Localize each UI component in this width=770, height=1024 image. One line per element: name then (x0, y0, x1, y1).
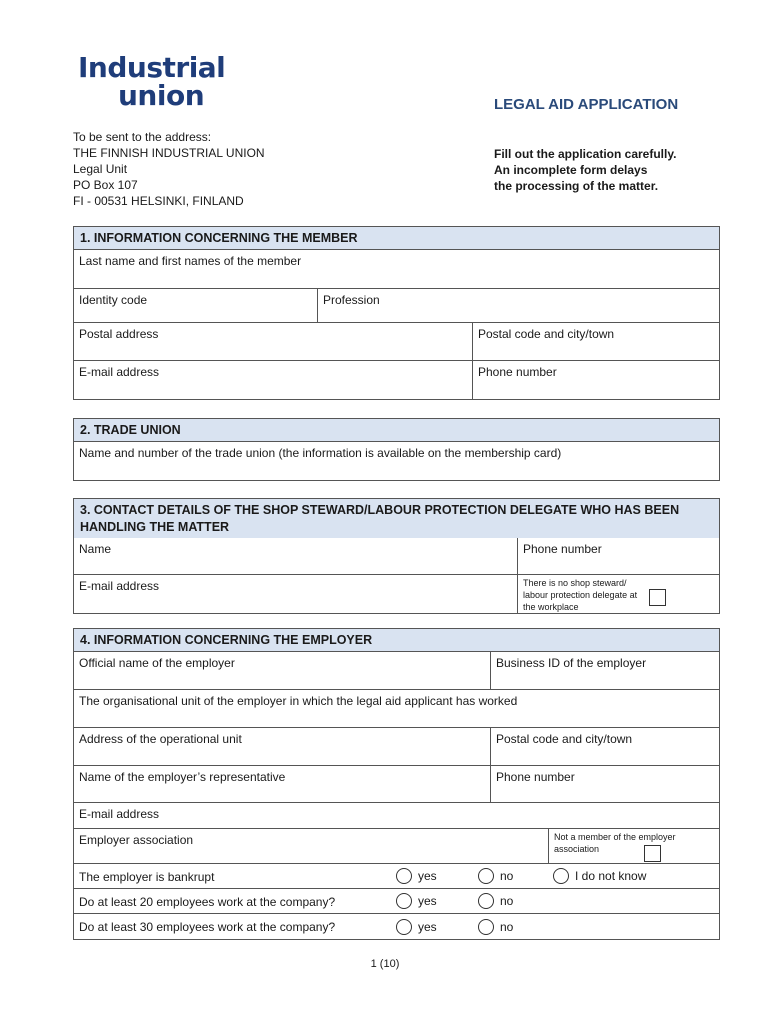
address-box: PO Box 107 (73, 178, 138, 192)
section-2-header: 2. TRADE UNION (74, 419, 719, 442)
address-org: THE FINNISH INDUSTRIAL UNION (73, 146, 265, 160)
employer-name-row (74, 652, 719, 690)
bankrupt-question: The employer is bankrupt (79, 870, 215, 884)
id-profession-row (74, 289, 719, 323)
employees-20-options (396, 889, 719, 913)
bankrupt-dont-know-label: I do not know (575, 869, 647, 883)
page-number: 1 (10) (370, 958, 400, 970)
association-row (74, 829, 719, 864)
steward-name-field[interactable]: Name (79, 542, 112, 556)
employer-email-field[interactable]: E-mail address (79, 807, 160, 821)
op-address-row (74, 728, 719, 766)
address-intro: To be sent to the address: (73, 130, 212, 144)
employees-30-options (396, 914, 719, 939)
section-shop-steward (73, 498, 720, 614)
address-unit: Legal Unit (73, 162, 128, 176)
industrial-union-logo (78, 51, 226, 112)
postal-address-field[interactable]: Postal address (79, 327, 159, 341)
section-member (73, 226, 720, 400)
employees-30-yes-radio[interactable] (396, 919, 412, 935)
member-phone-field[interactable]: Phone number (472, 361, 719, 399)
logo-line-1: Industrial (78, 51, 226, 84)
bankrupt-row (74, 864, 719, 889)
org-unit-row (74, 690, 719, 728)
section-trade-union (73, 418, 720, 481)
employer-official-name-field[interactable]: Official name of the employer (79, 656, 235, 670)
employer-phone-field[interactable]: Phone number (490, 766, 719, 802)
not-member-checkbox[interactable] (644, 845, 661, 862)
employees-20-no-label: no (500, 894, 514, 908)
section-4-header: 4. INFORMATION CONCERNING THE EMPLOYER (74, 629, 719, 652)
steward-email-row (74, 575, 719, 613)
contact-row (74, 361, 719, 399)
instructions-line-1: Fill out the application carefully. (494, 147, 677, 161)
identity-code-field[interactable]: Identity code (79, 293, 148, 307)
member-email-field[interactable]: E-mail address (79, 365, 160, 379)
employees-20-yes-label: yes (418, 894, 437, 908)
employees-30-question: Do at least 30 employees work at the company? (79, 920, 336, 934)
instructions-line-3: the processing of the matter. (494, 179, 659, 193)
no-steward-checkbox[interactable] (649, 589, 666, 606)
employer-postal-code-field[interactable]: Postal code and city/town (490, 728, 719, 765)
document-title: LEGAL AID APPLICATION (494, 96, 679, 113)
no-steward-option (517, 575, 719, 613)
no-steward-label: There is no shop steward/ labour protection delegate at the workplace (523, 578, 638, 612)
employees-30-no-radio[interactable] (478, 919, 494, 935)
employees-30-yes-label: yes (418, 919, 437, 934)
employees-30-row (74, 914, 719, 939)
address-city: FI - 00531 HELSINKI, FINLAND (73, 194, 244, 208)
instructions-line-2: An incomplete form delays (494, 163, 648, 177)
not-member-option (548, 829, 719, 863)
section-employer (73, 628, 720, 940)
union-name-row (74, 442, 719, 480)
profession-field[interactable]: Profession (317, 289, 719, 322)
section-1-header: 1. INFORMATION CONCERNING THE MEMBER (74, 227, 719, 250)
employees-30-no-label: no (500, 919, 514, 934)
org-unit-field[interactable]: The organisational unit of the employer in which the legal aid applicant has worked (79, 694, 518, 708)
bankrupt-options (396, 864, 719, 888)
rep-row (74, 766, 719, 803)
employer-email-row (74, 803, 719, 829)
bankrupt-no-radio[interactable] (478, 868, 494, 884)
instructions (494, 146, 676, 194)
bankrupt-yes-radio[interactable] (396, 868, 412, 884)
employer-business-id-field[interactable]: Business ID of the employer (490, 652, 719, 689)
employees-20-row (74, 889, 719, 914)
employees-20-yes-radio[interactable] (396, 893, 412, 909)
mailing-address (73, 129, 265, 209)
bankrupt-no-label: no (500, 869, 514, 883)
employees-20-question: Do at least 20 employees work at the company? (79, 895, 336, 909)
postal-code-field[interactable]: Postal code and city/town (472, 323, 719, 360)
member-names-field[interactable]: Last name and first names of the member (79, 254, 302, 268)
bankrupt-dont-know-radio[interactable] (553, 868, 569, 884)
logo-line-2: union (118, 79, 205, 112)
steward-name-row (74, 538, 719, 575)
member-names-row (74, 250, 719, 289)
section-3-header: 3. CONTACT DETAILS OF THE SHOP STEWARD/LABOUR PROTECTION DELEGATE WHO HAS BEEN HANDLING THE MATTER (74, 499, 719, 538)
employer-rep-name-field[interactable]: Name of the employer’s representative (79, 770, 286, 784)
steward-email-field[interactable]: E-mail address (79, 579, 160, 593)
trade-union-name-field[interactable]: Name and number of the trade union (the information is available on the membership card) (79, 446, 562, 460)
op-address-field[interactable]: Address of the operational unit (79, 732, 242, 746)
postal-row (74, 323, 719, 361)
steward-phone-field[interactable]: Phone number (517, 538, 719, 574)
employees-20-no-radio[interactable] (478, 893, 494, 909)
bankrupt-yes-label: yes (418, 869, 437, 883)
not-member-label: Not a member of the employer association (554, 832, 676, 854)
employer-association-field[interactable]: Employer association (79, 833, 194, 847)
